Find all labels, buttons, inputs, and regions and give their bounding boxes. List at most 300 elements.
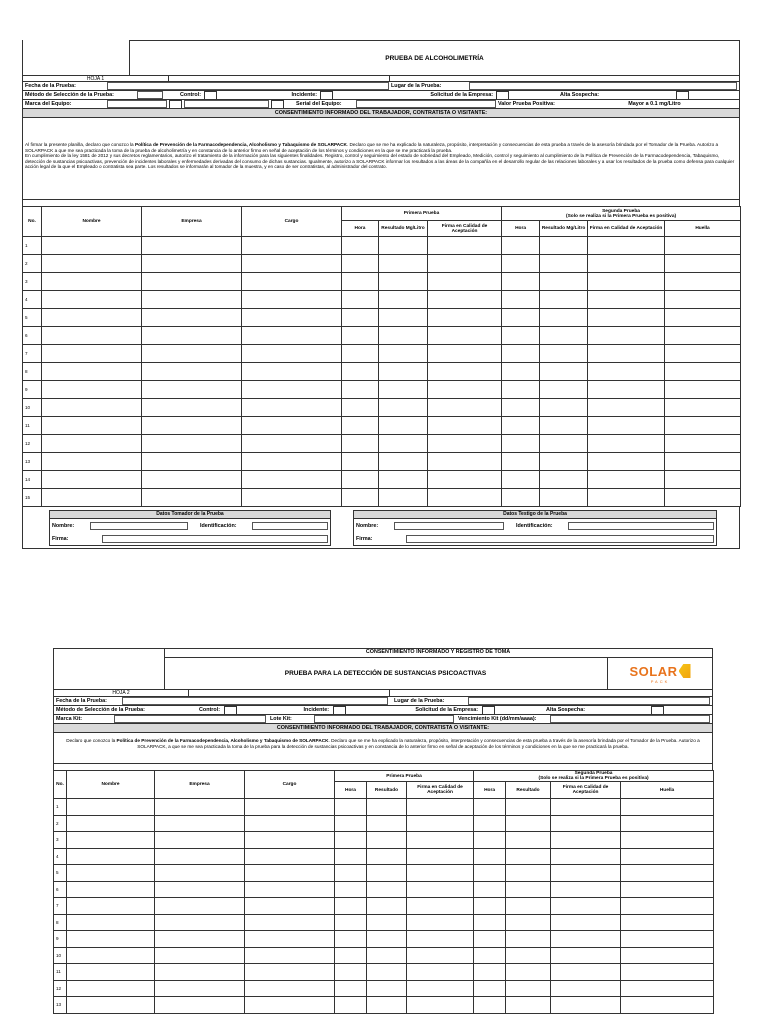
table-cell[interactable] xyxy=(242,255,342,273)
table-cell[interactable] xyxy=(142,273,242,291)
table-cell[interactable] xyxy=(407,848,474,865)
table-cell[interactable] xyxy=(474,931,506,948)
table-cell[interactable] xyxy=(245,931,335,948)
table-cell[interactable] xyxy=(540,381,588,399)
marca-field[interactable] xyxy=(107,100,167,108)
table-cell[interactable] xyxy=(506,997,551,1014)
table-cell[interactable] xyxy=(428,417,502,435)
table-cell[interactable] xyxy=(551,947,621,964)
table-cell[interactable] xyxy=(67,815,155,832)
table-cell[interactable] xyxy=(665,399,741,417)
marca-kit-field[interactable] xyxy=(114,715,266,723)
table-cell[interactable] xyxy=(67,832,155,849)
table-cell[interactable] xyxy=(342,471,379,489)
table-cell[interactable] xyxy=(342,453,379,471)
table-cell[interactable] xyxy=(367,881,407,898)
table-cell[interactable] xyxy=(67,799,155,816)
table-cell[interactable] xyxy=(367,865,407,882)
table-cell[interactable] xyxy=(621,964,714,981)
table-cell[interactable] xyxy=(665,381,741,399)
table-cell[interactable] xyxy=(379,363,428,381)
table-cell[interactable] xyxy=(242,309,342,327)
table-cell[interactable] xyxy=(540,471,588,489)
table-cell[interactable] xyxy=(335,865,367,882)
table-cell[interactable] xyxy=(665,471,741,489)
table-cell[interactable] xyxy=(155,931,245,948)
table-cell[interactable] xyxy=(665,237,741,255)
table-cell[interactable] xyxy=(428,345,502,363)
table-cell[interactable] xyxy=(142,489,242,507)
table-cell[interactable] xyxy=(588,417,665,435)
table-cell[interactable] xyxy=(502,291,540,309)
table-cell[interactable] xyxy=(342,273,379,291)
testigo-nombre-field[interactable] xyxy=(394,522,504,530)
table-cell[interactable] xyxy=(245,881,335,898)
table-cell[interactable] xyxy=(588,255,665,273)
testigo-firma-field[interactable] xyxy=(406,535,714,543)
table-cell[interactable] xyxy=(379,417,428,435)
table-cell[interactable] xyxy=(551,832,621,849)
table-cell[interactable] xyxy=(335,964,367,981)
table-cell[interactable] xyxy=(367,799,407,816)
table-cell[interactable] xyxy=(502,381,540,399)
table-cell[interactable] xyxy=(67,848,155,865)
table-cell[interactable] xyxy=(42,435,142,453)
table-cell[interactable] xyxy=(155,947,245,964)
table-cell[interactable] xyxy=(335,898,367,915)
table-cell[interactable] xyxy=(588,273,665,291)
table-cell[interactable] xyxy=(245,898,335,915)
table-cell[interactable] xyxy=(67,947,155,964)
table-cell[interactable] xyxy=(474,914,506,931)
table-cell[interactable] xyxy=(502,453,540,471)
table-cell[interactable] xyxy=(155,997,245,1014)
table-cell[interactable] xyxy=(142,435,242,453)
table-cell[interactable] xyxy=(242,489,342,507)
table-cell[interactable] xyxy=(502,363,540,381)
table-cell[interactable] xyxy=(367,815,407,832)
table-cell[interactable] xyxy=(665,453,741,471)
table-cell[interactable] xyxy=(551,964,621,981)
table-cell[interactable] xyxy=(155,980,245,997)
table-cell[interactable] xyxy=(665,435,741,453)
table-cell[interactable] xyxy=(142,453,242,471)
table-cell[interactable] xyxy=(621,865,714,882)
table-cell[interactable] xyxy=(335,881,367,898)
table-cell[interactable] xyxy=(551,980,621,997)
table-cell[interactable] xyxy=(142,327,242,345)
table-cell[interactable] xyxy=(142,417,242,435)
table-cell[interactable] xyxy=(506,898,551,915)
table-cell[interactable] xyxy=(621,832,714,849)
table-cell[interactable] xyxy=(502,255,540,273)
table-cell[interactable] xyxy=(42,489,142,507)
table-cell[interactable] xyxy=(42,273,142,291)
table-cell[interactable] xyxy=(540,255,588,273)
table-cell[interactable] xyxy=(342,237,379,255)
table-cell[interactable] xyxy=(428,327,502,345)
table-cell[interactable] xyxy=(588,381,665,399)
table-cell[interactable] xyxy=(242,273,342,291)
table-cell[interactable] xyxy=(665,345,741,363)
table-cell[interactable] xyxy=(474,964,506,981)
control2-checkbox[interactable] xyxy=(224,706,237,715)
table-cell[interactable] xyxy=(42,363,142,381)
table-cell[interactable] xyxy=(335,931,367,948)
fecha-field[interactable] xyxy=(107,82,389,90)
table-cell[interactable] xyxy=(665,255,741,273)
table-cell[interactable] xyxy=(42,309,142,327)
tomador-nombre-field[interactable] xyxy=(90,522,188,530)
table-cell[interactable] xyxy=(245,980,335,997)
table-cell[interactable] xyxy=(42,291,142,309)
table-cell[interactable] xyxy=(621,898,714,915)
table-cell[interactable] xyxy=(245,964,335,981)
table-cell[interactable] xyxy=(428,453,502,471)
table-cell[interactable] xyxy=(142,291,242,309)
table-cell[interactable] xyxy=(540,273,588,291)
table-cell[interactable] xyxy=(428,363,502,381)
table-cell[interactable] xyxy=(474,980,506,997)
table-cell[interactable] xyxy=(245,947,335,964)
table-cell[interactable] xyxy=(242,399,342,417)
table-cell[interactable] xyxy=(379,237,428,255)
table-cell[interactable] xyxy=(245,815,335,832)
table-cell[interactable] xyxy=(367,964,407,981)
table-cell[interactable] xyxy=(502,435,540,453)
vencimiento-kit-field[interactable] xyxy=(550,715,710,723)
table-cell[interactable] xyxy=(42,399,142,417)
table-cell[interactable] xyxy=(67,980,155,997)
table-cell[interactable] xyxy=(621,848,714,865)
table-cell[interactable] xyxy=(245,865,335,882)
table-cell[interactable] xyxy=(474,865,506,882)
table-cell[interactable] xyxy=(502,309,540,327)
table-cell[interactable] xyxy=(428,489,502,507)
table-cell[interactable] xyxy=(367,848,407,865)
table-cell[interactable] xyxy=(428,291,502,309)
table-cell[interactable] xyxy=(621,799,714,816)
table-cell[interactable] xyxy=(506,964,551,981)
table-cell[interactable] xyxy=(551,898,621,915)
table-cell[interactable] xyxy=(506,832,551,849)
table-cell[interactable] xyxy=(67,914,155,931)
table-cell[interactable] xyxy=(588,309,665,327)
table-cell[interactable] xyxy=(242,435,342,453)
table-cell[interactable] xyxy=(342,327,379,345)
table-cell[interactable] xyxy=(621,997,714,1014)
table-cell[interactable] xyxy=(407,881,474,898)
table-cell[interactable] xyxy=(621,947,714,964)
table-cell[interactable] xyxy=(474,898,506,915)
table-cell[interactable] xyxy=(428,381,502,399)
table-cell[interactable] xyxy=(245,914,335,931)
solicitud-checkbox[interactable] xyxy=(496,91,509,100)
table-cell[interactable] xyxy=(367,980,407,997)
table-cell[interactable] xyxy=(588,291,665,309)
table-cell[interactable] xyxy=(242,291,342,309)
table-cell[interactable] xyxy=(335,815,367,832)
table-cell[interactable] xyxy=(621,881,714,898)
table-cell[interactable] xyxy=(67,964,155,981)
table-cell[interactable] xyxy=(588,237,665,255)
table-cell[interactable] xyxy=(155,881,245,898)
table-cell[interactable] xyxy=(367,898,407,915)
table-cell[interactable] xyxy=(551,931,621,948)
table-cell[interactable] xyxy=(540,291,588,309)
table-cell[interactable] xyxy=(474,947,506,964)
table-cell[interactable] xyxy=(551,865,621,882)
table-cell[interactable] xyxy=(588,489,665,507)
table-cell[interactable] xyxy=(335,914,367,931)
table-cell[interactable] xyxy=(367,914,407,931)
table-cell[interactable] xyxy=(42,417,142,435)
table-cell[interactable] xyxy=(42,345,142,363)
table-cell[interactable] xyxy=(379,255,428,273)
table-cell[interactable] xyxy=(474,799,506,816)
table-cell[interactable] xyxy=(506,980,551,997)
table-cell[interactable] xyxy=(474,848,506,865)
table-cell[interactable] xyxy=(502,417,540,435)
table-cell[interactable] xyxy=(540,435,588,453)
lugar2-field[interactable] xyxy=(468,697,710,705)
table-cell[interactable] xyxy=(551,815,621,832)
table-cell[interactable] xyxy=(540,309,588,327)
table-cell[interactable] xyxy=(42,255,142,273)
table-cell[interactable] xyxy=(502,345,540,363)
table-cell[interactable] xyxy=(155,815,245,832)
serial-field[interactable] xyxy=(356,100,496,108)
table-cell[interactable] xyxy=(155,964,245,981)
table-cell[interactable] xyxy=(506,799,551,816)
table-cell[interactable] xyxy=(242,471,342,489)
table-cell[interactable] xyxy=(540,327,588,345)
table-cell[interactable] xyxy=(42,453,142,471)
table-cell[interactable] xyxy=(474,832,506,849)
table-cell[interactable] xyxy=(379,327,428,345)
table-cell[interactable] xyxy=(407,947,474,964)
table-cell[interactable] xyxy=(588,399,665,417)
table-cell[interactable] xyxy=(42,237,142,255)
table-cell[interactable] xyxy=(335,980,367,997)
tomador-id-field[interactable] xyxy=(252,522,328,530)
table-cell[interactable] xyxy=(155,914,245,931)
table-cell[interactable] xyxy=(379,489,428,507)
table-cell[interactable] xyxy=(588,345,665,363)
table-cell[interactable] xyxy=(379,291,428,309)
table-cell[interactable] xyxy=(540,237,588,255)
table-cell[interactable] xyxy=(506,914,551,931)
incidente-checkbox[interactable] xyxy=(320,91,333,100)
table-cell[interactable] xyxy=(367,931,407,948)
table-cell[interactable] xyxy=(621,914,714,931)
table-cell[interactable] xyxy=(621,931,714,948)
table-cell[interactable] xyxy=(142,363,242,381)
fecha2-field[interactable] xyxy=(122,697,388,705)
table-cell[interactable] xyxy=(335,799,367,816)
table-cell[interactable] xyxy=(242,345,342,363)
table-cell[interactable] xyxy=(342,435,379,453)
table-cell[interactable] xyxy=(142,237,242,255)
table-cell[interactable] xyxy=(428,471,502,489)
lote-kit-field[interactable] xyxy=(314,715,454,723)
table-cell[interactable] xyxy=(407,799,474,816)
table-cell[interactable] xyxy=(242,327,342,345)
table-cell[interactable] xyxy=(142,471,242,489)
table-cell[interactable] xyxy=(342,399,379,417)
table-cell[interactable] xyxy=(506,947,551,964)
table-cell[interactable] xyxy=(502,489,540,507)
table-cell[interactable] xyxy=(551,914,621,931)
table-cell[interactable] xyxy=(665,273,741,291)
table-cell[interactable] xyxy=(428,237,502,255)
table-cell[interactable] xyxy=(551,997,621,1014)
table-cell[interactable] xyxy=(379,435,428,453)
table-cell[interactable] xyxy=(142,381,242,399)
table-cell[interactable] xyxy=(245,832,335,849)
table-cell[interactable] xyxy=(665,309,741,327)
table-cell[interactable] xyxy=(588,363,665,381)
alta-checkbox[interactable] xyxy=(676,91,689,100)
table-cell[interactable] xyxy=(67,865,155,882)
table-cell[interactable] xyxy=(367,832,407,849)
table-cell[interactable] xyxy=(540,417,588,435)
table-cell[interactable] xyxy=(407,997,474,1014)
table-cell[interactable] xyxy=(540,453,588,471)
table-cell[interactable] xyxy=(379,309,428,327)
table-cell[interactable] xyxy=(474,997,506,1014)
table-cell[interactable] xyxy=(155,799,245,816)
table-cell[interactable] xyxy=(245,799,335,816)
table-cell[interactable] xyxy=(379,471,428,489)
tomador-firma-field[interactable] xyxy=(102,535,328,543)
table-cell[interactable] xyxy=(428,273,502,291)
table-cell[interactable] xyxy=(242,417,342,435)
table-cell[interactable] xyxy=(342,255,379,273)
incidente2-checkbox[interactable] xyxy=(333,706,346,715)
table-cell[interactable] xyxy=(621,980,714,997)
table-cell[interactable] xyxy=(142,399,242,417)
table-cell[interactable] xyxy=(379,381,428,399)
table-cell[interactable] xyxy=(665,327,741,345)
table-cell[interactable] xyxy=(42,327,142,345)
table-cell[interactable] xyxy=(245,848,335,865)
table-cell[interactable] xyxy=(407,914,474,931)
table-cell[interactable] xyxy=(379,399,428,417)
table-cell[interactable] xyxy=(540,489,588,507)
table-cell[interactable] xyxy=(665,417,741,435)
table-cell[interactable] xyxy=(155,865,245,882)
table-cell[interactable] xyxy=(67,898,155,915)
table-cell[interactable] xyxy=(407,980,474,997)
table-cell[interactable] xyxy=(665,363,741,381)
table-cell[interactable] xyxy=(367,947,407,964)
table-cell[interactable] xyxy=(342,417,379,435)
table-cell[interactable] xyxy=(342,291,379,309)
table-cell[interactable] xyxy=(407,898,474,915)
table-cell[interactable] xyxy=(540,345,588,363)
table-cell[interactable] xyxy=(342,381,379,399)
table-cell[interactable] xyxy=(588,453,665,471)
table-cell[interactable] xyxy=(155,898,245,915)
table-cell[interactable] xyxy=(242,237,342,255)
table-cell[interactable] xyxy=(245,997,335,1014)
table-cell[interactable] xyxy=(502,327,540,345)
table-cell[interactable] xyxy=(407,832,474,849)
table-cell[interactable] xyxy=(588,327,665,345)
table-cell[interactable] xyxy=(342,489,379,507)
table-cell[interactable] xyxy=(379,273,428,291)
table-cell[interactable] xyxy=(342,345,379,363)
table-cell[interactable] xyxy=(407,865,474,882)
table-cell[interactable] xyxy=(428,435,502,453)
control-checkbox[interactable] xyxy=(204,91,217,100)
table-cell[interactable] xyxy=(67,931,155,948)
table-cell[interactable] xyxy=(342,363,379,381)
table-cell[interactable] xyxy=(407,931,474,948)
table-cell[interactable] xyxy=(506,881,551,898)
table-cell[interactable] xyxy=(242,363,342,381)
alta2-checkbox[interactable] xyxy=(651,706,664,715)
table-cell[interactable] xyxy=(506,848,551,865)
table-cell[interactable] xyxy=(335,997,367,1014)
table-cell[interactable] xyxy=(67,997,155,1014)
table-cell[interactable] xyxy=(242,381,342,399)
table-cell[interactable] xyxy=(379,453,428,471)
table-cell[interactable] xyxy=(506,815,551,832)
table-cell[interactable] xyxy=(407,964,474,981)
table-cell[interactable] xyxy=(155,848,245,865)
table-cell[interactable] xyxy=(502,273,540,291)
table-cell[interactable] xyxy=(540,363,588,381)
table-cell[interactable] xyxy=(428,399,502,417)
table-cell[interactable] xyxy=(665,489,741,507)
table-cell[interactable] xyxy=(42,471,142,489)
table-cell[interactable] xyxy=(367,997,407,1014)
table-cell[interactable] xyxy=(335,832,367,849)
table-cell[interactable] xyxy=(407,815,474,832)
table-cell[interactable] xyxy=(379,345,428,363)
table-cell[interactable] xyxy=(155,832,245,849)
table-cell[interactable] xyxy=(428,255,502,273)
table-cell[interactable] xyxy=(588,435,665,453)
table-cell[interactable] xyxy=(665,291,741,309)
table-cell[interactable] xyxy=(551,799,621,816)
table-cell[interactable] xyxy=(551,881,621,898)
table-cell[interactable] xyxy=(142,255,242,273)
table-cell[interactable] xyxy=(502,399,540,417)
table-cell[interactable] xyxy=(540,399,588,417)
table-cell[interactable] xyxy=(621,815,714,832)
lugar-field[interactable] xyxy=(469,82,737,90)
table-cell[interactable] xyxy=(474,881,506,898)
table-cell[interactable] xyxy=(428,309,502,327)
table-cell[interactable] xyxy=(551,848,621,865)
table-cell[interactable] xyxy=(335,947,367,964)
table-cell[interactable] xyxy=(242,453,342,471)
table-cell[interactable] xyxy=(342,309,379,327)
table-cell[interactable] xyxy=(502,471,540,489)
table-cell[interactable] xyxy=(335,848,367,865)
solicitud2-checkbox[interactable] xyxy=(482,706,495,715)
table-cell[interactable] xyxy=(506,931,551,948)
table-cell[interactable] xyxy=(506,865,551,882)
table-cell[interactable] xyxy=(502,237,540,255)
table-cell[interactable] xyxy=(588,471,665,489)
table-cell[interactable] xyxy=(142,345,242,363)
table-cell[interactable] xyxy=(474,815,506,832)
table-cell[interactable] xyxy=(142,309,242,327)
